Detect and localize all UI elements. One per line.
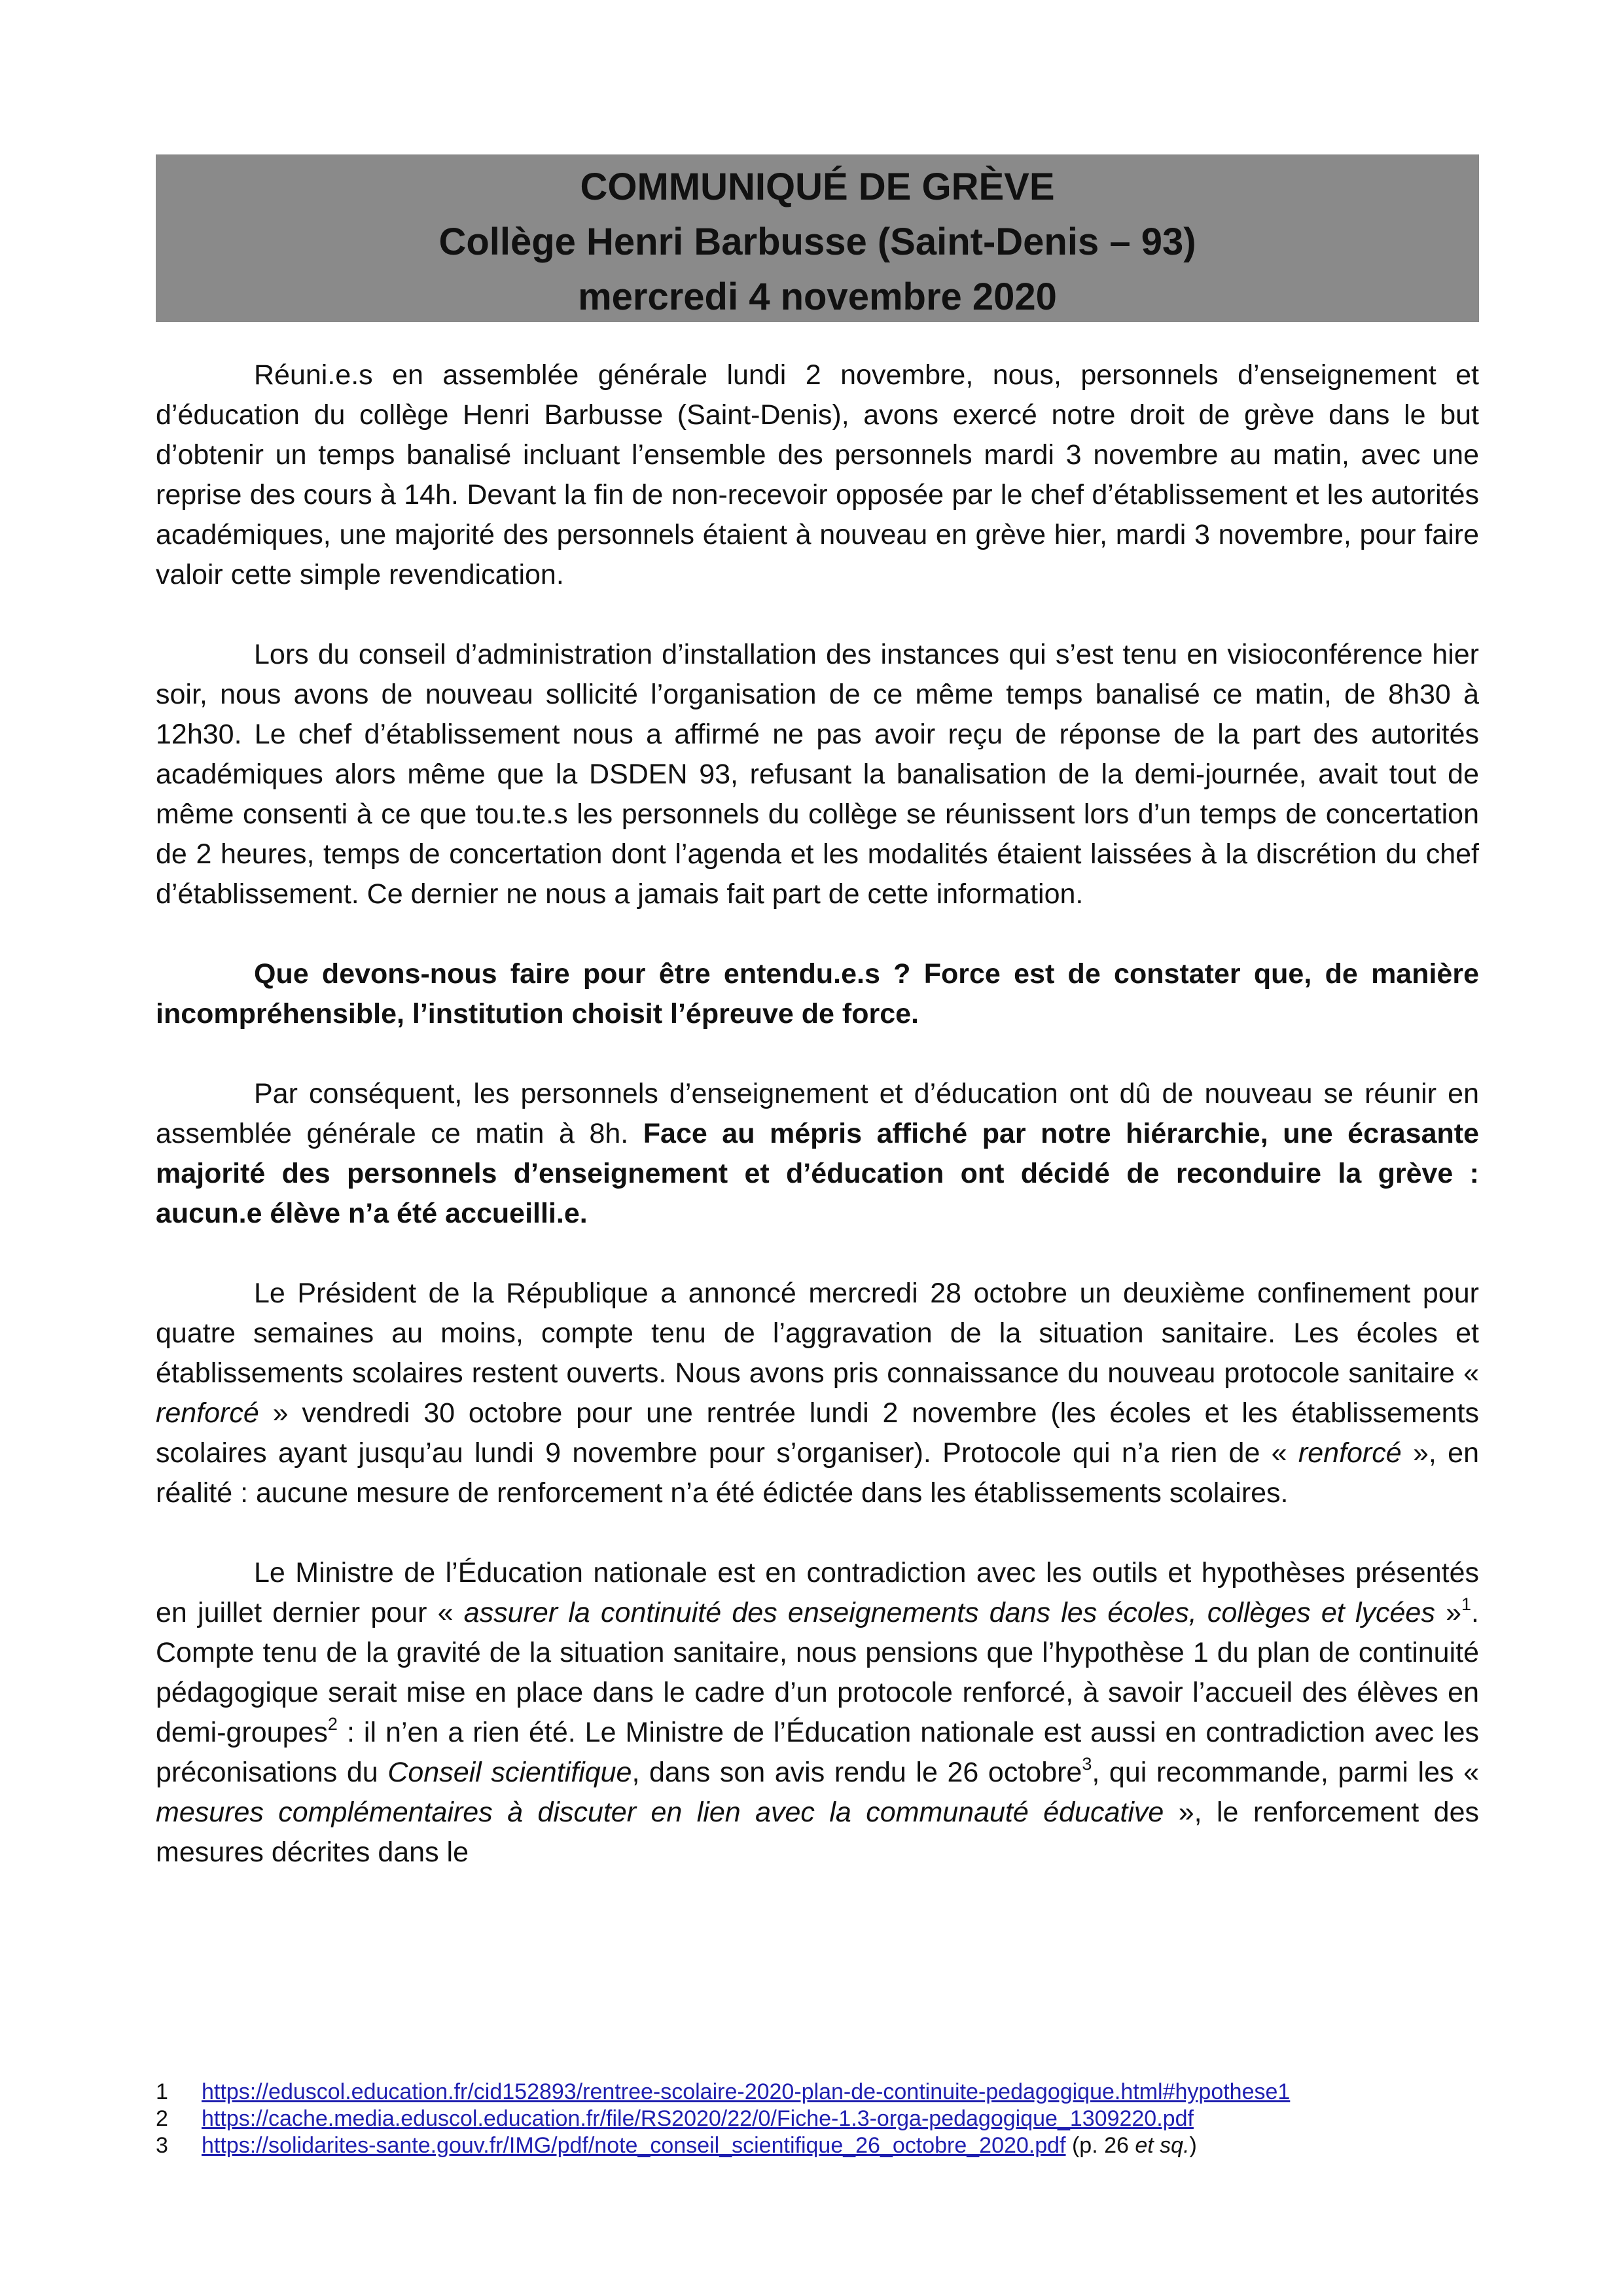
paragraph-6-italic-1: assurer la continuité des enseignements dans les écoles, collèges et lycées <box>463 1597 1435 1628</box>
title-banner <box>156 154 1479 322</box>
footnote-page-ref-end: ) <box>1189 2133 1197 2158</box>
paragraph-2-text: Lors du conseil d’administration d’installation des instances qui s’est tenu en visioconférence hier soir, nous avons de nouveau sollicité l’organisation de ce même temps banalisé ce matin, de 8h30 à 12h30. Le chef d’établissement nous a affirmé ne pas avoir reçu de réponse de la part des autorités académiques alors même que la DSDEN 93, refusant la banalisation de la demi-journée, avait tout de même consenti à ce que tou.te.s les personnels du collège se réunissent lors d’un temps de concertation de 2 heures, temps de concertation dont l’agenda et les modalités étaient laissées à la discrétion du chef d’établissement. Ce dernier ne nous a jamais fait part de cette information. <box>156 639 1479 910</box>
footnote-1 <box>156 2079 1479 2106</box>
paragraph-6 <box>156 1553 1479 1873</box>
paragraph-3-bold: Que devons-nous faire pour être entendu.e.s ? Force est de constater que, de manière incompréhensible, l’institution choisit l’épreuve de force. <box>156 958 1479 1030</box>
paragraph-6-part-g: , dans son avis rendu le 26 octobre <box>632 1757 1082 1788</box>
paragraph-5-part-e: », en réalité : aucune mesure de renforcement n’a été édictée dans les établissements scolaires. <box>156 1437 1479 1509</box>
paragraph-6-italic-3: mesures complémentaires à discuter en lien avec la communauté éducative <box>156 1797 1164 1828</box>
footnote-number: 3 <box>156 2133 168 2158</box>
footnote-number: 2 <box>156 2106 168 2131</box>
paragraph-1 <box>156 355 1479 595</box>
paragraph-6-italic-2: Conseil scientifique <box>387 1757 632 1788</box>
footnote-number: 1 <box>156 2079 168 2104</box>
paragraph-3 <box>156 954 1479 1034</box>
paragraph-6-part-h: , qui recommande, parmi les « <box>1092 1757 1479 1788</box>
paragraph-6-part-d: . Compte tenu de la gravité de la situation sanitaire, nous pensions que l’hypothèse 1 du plan de continuité pédagogique serait mise en place dans le cadre d’un protocole renforcé, à savoir l’accueil des élèves en demi-groupes <box>156 1597 1479 1748</box>
footnote-page-ref: (p. 26 <box>1065 2133 1135 2158</box>
title-line-3: mercredi 4 novembre 2020 <box>578 276 1057 318</box>
footnote-2 <box>156 2106 1479 2132</box>
paragraph-1-text: Réuni.e.s en assemblée générale lundi 2 novembre, nous, personnels d’enseignement et d’éducation du collège Henri Barbusse (Saint-Denis), avons exercé notre droit de grève dans le but d’obtenir un temps banalisé incluant l’ensemble des personnels mardi 3 novembre au matin, avec une reprise des cours à 14h. Devant la fin de non-recevoir opposée par le chef d’établissement et les autorités académiques, une majorité des personnels étaient à nouveau en grève hier, mardi 3 novembre, pour faire valoir cette simple revendication. <box>156 359 1479 590</box>
footnote-3 <box>156 2132 1479 2159</box>
paragraph-6-part-e: : il n’en a rien été. Le Ministre de l’Éducation nationale est aussi en contradiction avec les préconisations du <box>156 1717 1479 1788</box>
paragraph-5 <box>156 1274 1479 1513</box>
paragraph-5-part-c: » vendredi 30 octobre pour une rentrée lundi 2 novembre (les écoles et les établissements scolaires ayant jusqu’au lundi 9 novembre pour s’organiser). Protocole qui n’a rien de « <box>156 1397 1479 1469</box>
footnote-ref-2[interactable]: 2 <box>327 1714 338 1734</box>
paragraph-6-part-j: », le renforcement des mesures décrites dans le <box>156 1797 1479 1868</box>
paragraph-5-part-a: Le Président de la République a annoncé mercredi 28 octobre un deuxième confinement pour quatre semaines au moins, compte tenu de l’aggravation de la situation sanitaire. Les écoles et établissements scolaires restent ouverts. Nous avons pris connaissance du nouveau protocole sanitaire « <box>156 1278 1479 1389</box>
title-line-2: Collège Henri Barbusse (Saint-Denis – 93) <box>438 221 1196 263</box>
paragraph-4-bold: Face au mépris affiché par notre hiérarchie, une écrasante majorité des personnels d’enseignement et d’éducation ont décidé de reconduire la grève : aucun.e élève n’a été accueilli.e. <box>156 1118 1479 1229</box>
footnote-link[interactable]: https://solidarites-sante.gouv.fr/IMG/pdf/note_conseil_scientifique_26_octobre_2020.pdf <box>202 2133 1066 2158</box>
footnote-page-ref-italic: et sq. <box>1135 2133 1190 2158</box>
paragraph-6-part-a: Le Ministre de l’Éducation nationale est en contradiction avec les outils et hypothèses présentés en juillet dernier pour « <box>156 1557 1479 1628</box>
footnote-link[interactable]: https://cache.media.eduscol.education.fr/file/RS2020/22/0/Fiche-1.3-orga-pedagogique_1309220.pdf <box>202 2106 1194 2131</box>
body-text <box>156 355 1479 1912</box>
paragraph-5-italic-2: renforcé <box>1298 1437 1402 1469</box>
paragraph-4-text: Par conséquent, les personnels d’enseignement et d’éducation ont dû de nouveau se réunir en assemblée générale ce matin à 8h. <box>156 1078 1479 1149</box>
paragraph-2 <box>156 635 1479 914</box>
paragraph-6-part-c: » <box>1435 1597 1461 1628</box>
paragraph-4 <box>156 1074 1479 1234</box>
footnote-ref-3[interactable]: 3 <box>1082 1754 1092 1774</box>
footnotes <box>156 2079 1479 2159</box>
title-line-1: COMMUNIQUÉ DE GRÈVE <box>580 166 1055 208</box>
footnote-link[interactable]: https://eduscol.education.fr/cid152893/rentree-scolaire-2020-plan-de-continuite-pedagogique.html#hypothese1 <box>202 2079 1291 2104</box>
paragraph-5-italic-1: renforcé <box>156 1397 259 1429</box>
footnote-ref-1[interactable]: 1 <box>1461 1594 1472 1614</box>
